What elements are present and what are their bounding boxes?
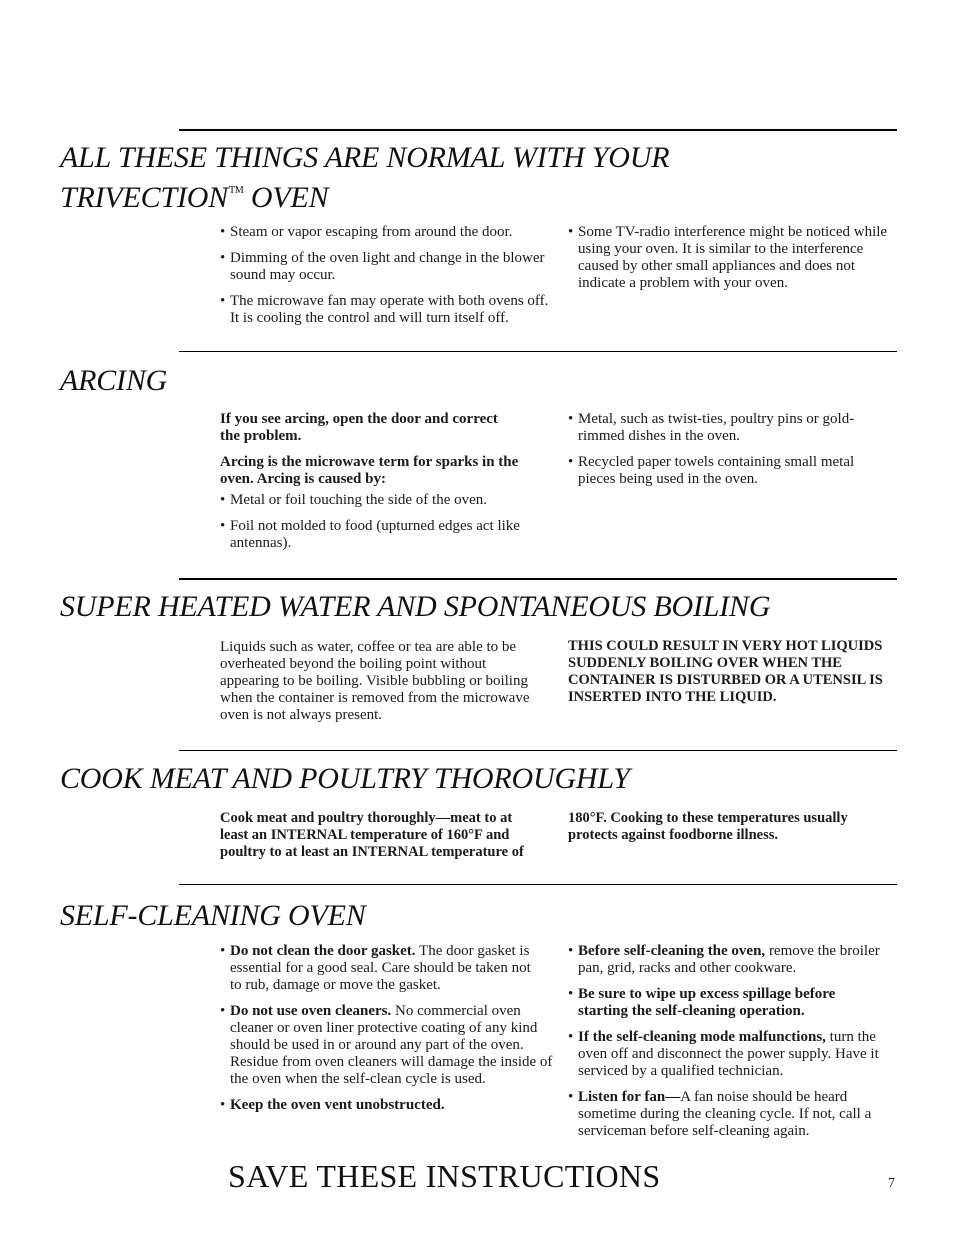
heading-superheated: SUPER HEATED WATER AND SPONTANEOUS BOILING xyxy=(60,590,771,623)
list-item: • Metal or foil touching the side of the oven. xyxy=(220,492,488,508)
superheated-left-text: Liquids such as water, coffee or tea are able to be overheated beyond the boiling point without appearing to be boiling. Visible bubbling or boiling when the container is removed from the microwave oven is not always present. xyxy=(220,639,530,723)
cookmeat-right-text: 180°F. Cooking to these temperatures usually protects against foodborne illness. xyxy=(568,810,848,843)
list-item: • Do not use oven cleaners. No commercial oven cleaner or oven liner protective coating of any kind should be used in or around any part of the oven. Residue from oven cleaners will damage the inside of the oven when the self-clean cycle is used. xyxy=(220,1003,553,1087)
normal-left-column xyxy=(220,224,550,336)
bullet-icon: • xyxy=(220,293,226,309)
heading-normal-line2: TRIVECTION xyxy=(60,181,229,214)
bullet-icon: • xyxy=(568,1029,574,1045)
list-item: • Some TV-radio interference might be noticed while using your oven. It is similar to the interference caused by other small appliances and does not indicate a problem with your oven. xyxy=(568,224,888,291)
heading-normal-line2-end: OVEN xyxy=(243,181,329,214)
page-number: 7 xyxy=(888,1176,895,1191)
list-item: • Listen for fan—A fan noise should be heard sometime during the cleaning cycle. If not, call a serviceman before self-cleaning again. xyxy=(568,1089,872,1139)
list-item: • Keep the oven vent unobstructed. xyxy=(220,1097,445,1113)
heading-selfclean: SELF-CLEANING OVEN xyxy=(60,899,366,932)
bullet-icon: • xyxy=(220,1097,226,1113)
heading-cookmeat: COOK MEAT AND POULTRY THOROUGHLY xyxy=(60,762,630,795)
list-item: • Recycled paper towels containing small metal pieces being used in the oven. xyxy=(568,454,855,487)
section-rule-selfclean xyxy=(179,884,897,885)
list-item: • If the self-cleaning mode malfunctions, turn the oven off and disconnect the power supply. Have it serviced by a qualified technician. xyxy=(568,1029,879,1079)
bullet-icon: • xyxy=(220,250,226,266)
cookmeat-left-column xyxy=(220,810,550,870)
arcing-intro: If you see arcing, open the door and correct the problem. xyxy=(220,411,498,444)
superheated-left-column xyxy=(220,639,550,733)
superheated-warning: THIS COULD RESULT IN VERY HOT LIQUIDS SUDDENLY BOILING OVER WHEN THE CONTAINER IS DISTURBED OR A UTENSIL IS INSERTED INTO THE LIQUID. xyxy=(568,638,883,705)
bullet-icon: • xyxy=(568,943,574,959)
list-item: • Dimming of the oven light and change in the blower sound may occur. xyxy=(220,250,545,283)
bullet-icon: • xyxy=(220,1003,226,1019)
cookmeat-left-text: Cook meat and poultry thoroughly—meat to at least an INTERNAL temperature of 160°F and poultry to at least an INTERNAL temperature of xyxy=(220,810,524,860)
bullet-icon: • xyxy=(568,454,574,470)
arcing-right-column xyxy=(568,411,898,497)
cookmeat-right-column xyxy=(568,810,898,853)
heading-arcing: ARCING xyxy=(60,364,168,397)
section-rule-normal xyxy=(179,129,897,131)
bullet-icon: • xyxy=(568,224,574,240)
bullet-icon: • xyxy=(568,986,574,1002)
list-item: • Be sure to wipe up excess spillage before starting the self-cleaning operation. xyxy=(568,986,836,1019)
section-rule-superheated xyxy=(179,578,897,580)
bullet-icon: • xyxy=(568,1089,574,1105)
list-item: • Metal, such as twist-ties, poultry pins or gold-rimmed dishes in the oven. xyxy=(568,411,855,444)
list-item: • Foil not molded to food (upturned edges act like antennas). xyxy=(220,518,520,551)
bullet-icon: • xyxy=(220,943,226,959)
superheated-right-column xyxy=(568,638,898,715)
selfclean-right-column xyxy=(568,943,898,1149)
save-instructions-footer: SAVE THESE INSTRUCTIONS xyxy=(228,1158,661,1194)
bullet-icon: • xyxy=(220,518,226,534)
bullet-icon: • xyxy=(568,411,574,427)
bullet-icon: • xyxy=(220,224,226,240)
section-rule-arcing xyxy=(179,351,897,352)
trademark-mark: TM xyxy=(229,185,244,196)
section-rule-cookmeat xyxy=(179,750,897,751)
bullet-icon: • xyxy=(220,492,226,508)
list-item: • The microwave fan may operate with both ovens off. It is cooling the control and will turn itself off. xyxy=(220,293,549,326)
normal-right-column xyxy=(568,224,898,301)
arcing-definition: Arcing is the microwave term for sparks in the oven. Arcing is caused by: xyxy=(220,454,519,487)
heading-normal-line1: ALL THESE THINGS ARE NORMAL WITH YOUR xyxy=(60,141,670,174)
arcing-left-column xyxy=(220,411,550,561)
list-item: • Steam or vapor escaping from around the door. xyxy=(220,224,513,240)
list-item: • Do not clean the door gasket. The door gasket is essential for a good seal. Care should be taken not to rub, damage or move the gasket. xyxy=(220,943,531,993)
list-item: • Before self-cleaning the oven, remove the broiler pan, grid, racks and other cookware. xyxy=(568,943,880,976)
heading-normal xyxy=(60,141,669,214)
selfclean-left-column xyxy=(220,943,553,1123)
